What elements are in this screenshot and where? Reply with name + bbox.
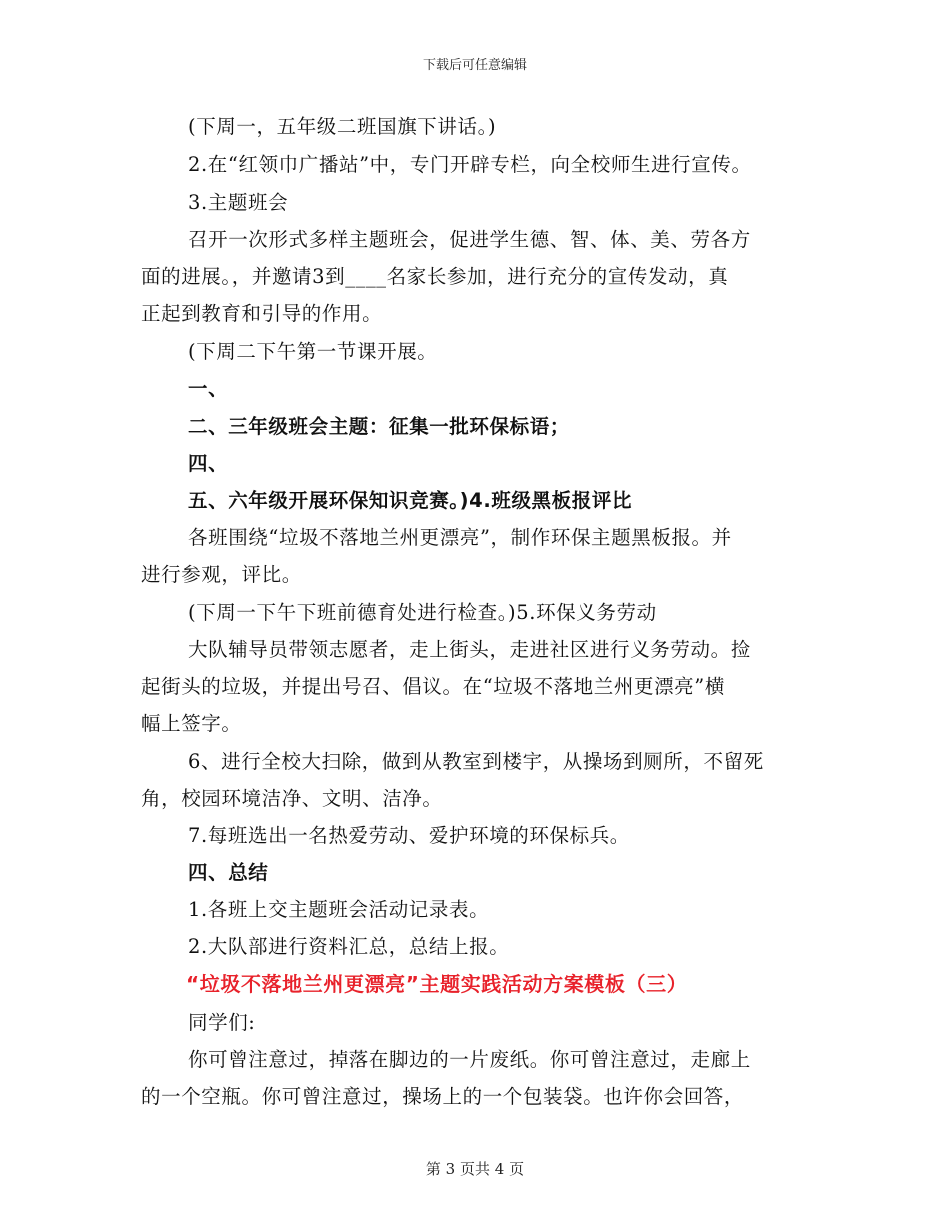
text-line: 各班围绕“垃圾不落地兰州更漂亮”，制作环保主题黑板报。并 (188, 526, 732, 549)
text-line: 7.每班选出一名热爱劳动、爱护环境的环保标兵。 (188, 824, 630, 847)
text-line: 召开一次形式多样主题班会，促进学生德、智、体、美、劳各方 (188, 228, 751, 251)
heading-line: 五、六年级开展环保知识竞赛。)4.班级黑板报评比 (188, 489, 633, 512)
text-line: 起街头的垃圾，并提出号召、倡议。在“垃圾不落地兰州更漂亮”横 (141, 675, 725, 698)
text-line: 1.各班上交主题班会活动记录表。 (188, 898, 490, 921)
text-line: 2.在“红领巾广播站”中，专门开辟专栏，向全校师生进行宣传。 (188, 153, 752, 176)
heading-line: 二、三年级班会主题：征集一批环保标语； (188, 415, 570, 438)
text-line: 角，校园环境洁净、文明、洁净。 (141, 787, 443, 810)
text-line: 进行参观，评比。 (141, 563, 302, 586)
text-line: 6、进行全校大扫除，做到从教室到楼宇，从操场到厕所，不留死 (188, 750, 764, 773)
text-line: 大队辅导员带领志愿者，走上街头，走进社区进行义务劳动。捡 (188, 638, 751, 661)
text-line: (下周二下午第一节课开展。 (188, 340, 438, 363)
page-footer: 第 3 页共 4 页 (425, 1160, 525, 1178)
text-line: 面的进展。，并邀请3到____名家长参加，进行充分的宣传发动，真 (141, 265, 729, 288)
text-line: (下周一下午下班前德育处进行检查。)5.环保义务劳动 (188, 601, 657, 624)
heading-line: 一、 (188, 377, 229, 400)
heading-line: 四、总结 (188, 861, 269, 884)
text-line: 的一个空瓶。你可曾注意过，操场上的一个包装袋。也许你会回答， (141, 1085, 745, 1108)
text-line: 你可曾注意过，掉落在脚边的一片废纸。你可曾注意过，走廊上 (188, 1048, 751, 1071)
text-line: 同学们: (188, 1011, 256, 1034)
heading-line: 四、 (188, 452, 229, 475)
text-line: 幅上签字。 (141, 712, 242, 735)
text-line: 2.大队部进行资料汇总，总结上报。 (188, 935, 510, 958)
text-line: 3.主题班会 (188, 191, 289, 214)
section-title: “垃圾不落地兰州更漂亮”主题实践活动方案模板（三） (186, 972, 688, 996)
text-line: 正起到教育和引导的作用。 (141, 302, 383, 325)
text-line: (下周一，五年级二班国旗下讲话。) (188, 115, 497, 138)
page-header: 下载后可任意编辑 (422, 58, 527, 73)
